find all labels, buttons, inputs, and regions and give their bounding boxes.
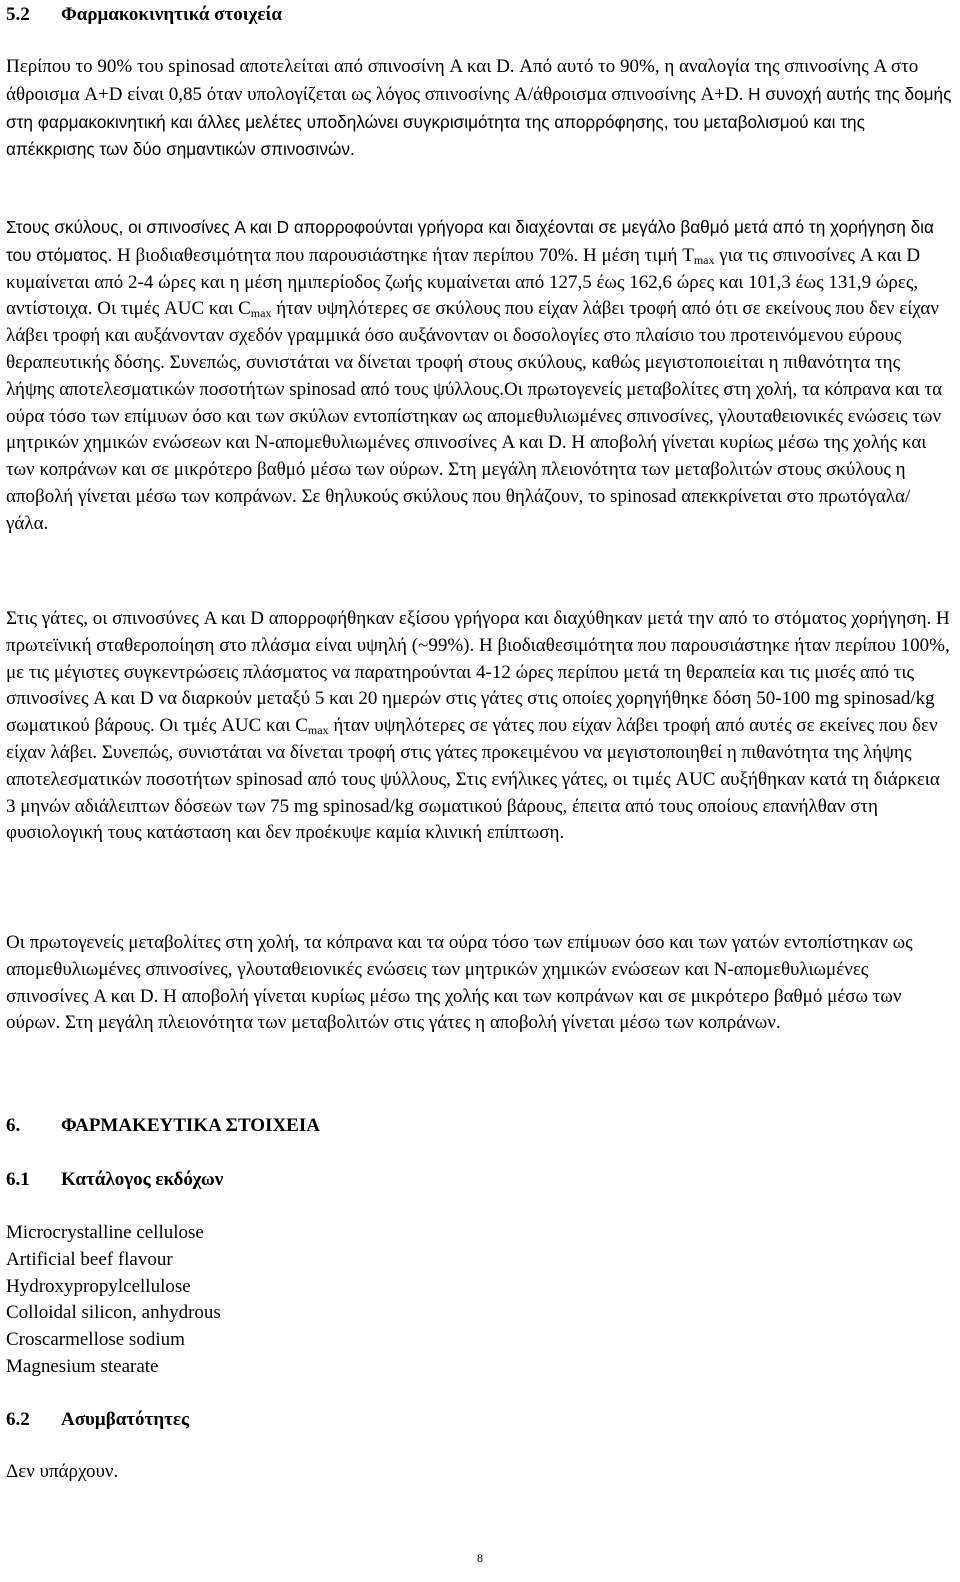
section-title: ΦΑΡΜΑΚΕΥΤΙΚΑ ΣΤΟΙΧΕΙΑ	[61, 1115, 320, 1136]
section-title: Φαρμακοκινητικά στοιχεία	[61, 4, 282, 25]
page-number: 8	[477, 1551, 483, 1565]
excipient-list	[6, 1220, 221, 1381]
list-item: Magnesium stearate	[6, 1355, 159, 1377]
list-item: Microcrystalline cellulose	[6, 1222, 204, 1243]
paragraph-text: Περίπου το 90% του spinosad αποτελείται από σπινοσίνη A και D. Από αυτό το 90%, η αναλογία της σπινοσίνης A στο άθροισμα A+D είναι 0,85 όταν υπολογίζεται ως λόγος σπινοσίνης A/άθροισμα σπινοσίνης A+D.	[6, 56, 919, 105]
section-heading-6	[6, 1113, 320, 1139]
section-heading-6-2	[6, 1407, 189, 1433]
incompatibilities-text: Δεν υπάρχουν.	[6, 1461, 119, 1482]
paragraph-text: Στις γάτες, οι σπινοσύνες A και D απορροφήθηκαν εξίσου γρήγορα και διαχύθηκαν μετά την από το στόματος χορήγηση. Η πρωτεϊνική σταθεροποίηση στο πλάσμα είναι υψηλή (~99%). Η βιοδιαθεσιμότητα που παρουσιάστηκε ήταν περίπου 100%, με τις μέγιστες συγκεντρώσεις πλάσματος να παρατηρούνται 4-12 ώρες περίπου μετά τη θεραπεία και τις μισές από τις σπινοσίνες A και D να διαρκούν μεταξύ 5 και 20 ημερών στις γάτες στις οποίες χορηγήθηκε δόση 50-100 mg spinosad/kg σωματικού βάρους. Οι τμές AUC και C	[6, 608, 950, 737]
subscript: max	[250, 306, 272, 321]
paragraph-text: ήταν υψηλότερες σε σκύλους που είχαν λάβει τροφή από ότι σε εκείνους που δεν είχαν λάβει τροφή και αυξάνονταν σχεδόν γραμμικά όσο αυξάνονταν οι δοσολογίες στο πλαίσιο του προτεινόμενου εύρους θεραπευτικής δόσης. Συνεπώς, συνιστάται να δίνεται τροφή στους σκύλους, καθώς μεγιστοποιείται η πιθανότητα της λήψης αποτελεσματικών ποσοτήτων spinosad από τους ψύλλους.Οι πρωτογενείς μεταβολίτες στη χολή, τα κόπρανα και τα ούρα τόσο των επίμυων όσο και των σκύλων εντοπίστηκαν ως απομεθυλιωμένες σπινοσίνες, γλουταθειονικές ενώσεις των μητρικών χημικών ενώσεων και N-απομεθυλιωμένες σπινοσίνες A και D. Η αποβολή γίνεται κυρίως μέσω της χολής και των κοπράνων και σε μικρότερο βαθμό μέσω των ούρων. Στη μεγάλη πλειονότητα των μεταβολιτών στους σκύλους η αποβολή γίνεται μέσω των κοπράνων. Σε θηλυκούς σκύλους που θηλάζουν, το spinosad απεκκρίνεται στο πρωτόγαλα/γάλα.	[6, 298, 943, 534]
paragraph-text: Οι πρωτογενείς μεταβολίτες στη χολή, τα κόπρανα και τα ούρα τόσο των επίμυων όσο και των γατών εντοπίστηκαν ως απομεθυλιωμένες σπινοσίνες, γλουταθειονικές ενώσεις των μητρικών χημικών ενώσεων και N-απομεθυλιωμένες σπινοσίνες A και D. Η αποβολή γίνεται κυρίως μέσω της χολής και των κοπράνων και σε μικρότερο βαθμό μέσω των ούρων. Στη μεγάλη πλειονότητα των μεταβολιτών στις γάτες η αποβολή γίνεται μέσω των κοπράνων.	[6, 932, 913, 1034]
section-heading-6-1	[6, 1167, 223, 1193]
section-number: 5.2	[6, 4, 30, 25]
section-number: 6.1	[6, 1169, 30, 1190]
paragraph-dogs	[6, 214, 952, 538]
paragraph-text: Η συνοχή αυτής της δομής στη φαρμακοκινητική και άλλες μελέτες υποδηλώνει συγκρισιμότητα της απορρόφησης, του μεταβολισμού και της απέκκρισης των δύο σημαντικών σπινοσινών.	[6, 83, 952, 160]
section-number: 6.2	[6, 1409, 30, 1430]
paragraph-text: Η βιοδιαθεσιμότητα που παρουσιάστηκε ήταν περίπου 70%. Η μέση τιμή T	[112, 244, 694, 266]
paragraph-text: Στους σκύλους, οι σπινοσίνες A και D απορροφούνται γρήγορα και διαχέονται σε μεγάλο βαθμό μετά από τη χορήγηση δια του στόματος.	[6, 217, 934, 265]
paragraph-cat-metabolites	[6, 930, 952, 1037]
section-number: 6.	[6, 1115, 21, 1136]
paragraph-text: ήταν υψηλότερες σε γάτες που είχαν λάβει τροφή από αυτές σε εκείνες που δεν είχαν λάβει. Συνεπώς, συνιστάται να δίνεται τροφή στις γάτες προκειμένου να μεγιστοποιηθεί η πιθανότητα της λήψης αποτελεσματικών ποσοτήτων spinosad από τους ψύλλους, Στις ενήλικες γάτες, οι τιμές AUC αυξήθηκαν κατά τη διάρκεια 3 μηνών αδιάλειπτων δόσεων των 75 mg spinosad/kg σωματικού βάρους, έπειτα από τους οποίους επανήλθαν στη φυσιολογική τους κατάσταση και δεν προέκυψε καμία κλινική επίπτωση.	[6, 715, 940, 844]
section-title: Κατάλογος εκδόχων	[61, 1169, 224, 1190]
section-heading-5-2	[6, 2, 282, 28]
paragraph-cats	[6, 606, 952, 847]
subscript: max	[693, 252, 715, 267]
list-item: Croscarmellose sodium	[6, 1329, 185, 1351]
paragraph-text: για τις σπινοσίνες A και D κυμαίνεται από 2-4 ώρες και η μέση ημιπερίοδος ζωής κυμαίνεται από 127,5 έως 162,6 ώρες και 101,3 έως 131,9 ώρες, αντίστοιχα. Οι τιμές AUC και C	[6, 244, 921, 320]
list-item: Colloidal silicon, anhydrous	[6, 1302, 221, 1324]
paragraph-spinosad-composition	[6, 54, 952, 164]
subscript: max	[307, 723, 329, 738]
section-title: Ασυμβατότητες	[61, 1409, 189, 1430]
list-item: Hydroxypropylcellulose	[6, 1275, 191, 1297]
list-item: Artificial beef flavour	[6, 1248, 173, 1270]
